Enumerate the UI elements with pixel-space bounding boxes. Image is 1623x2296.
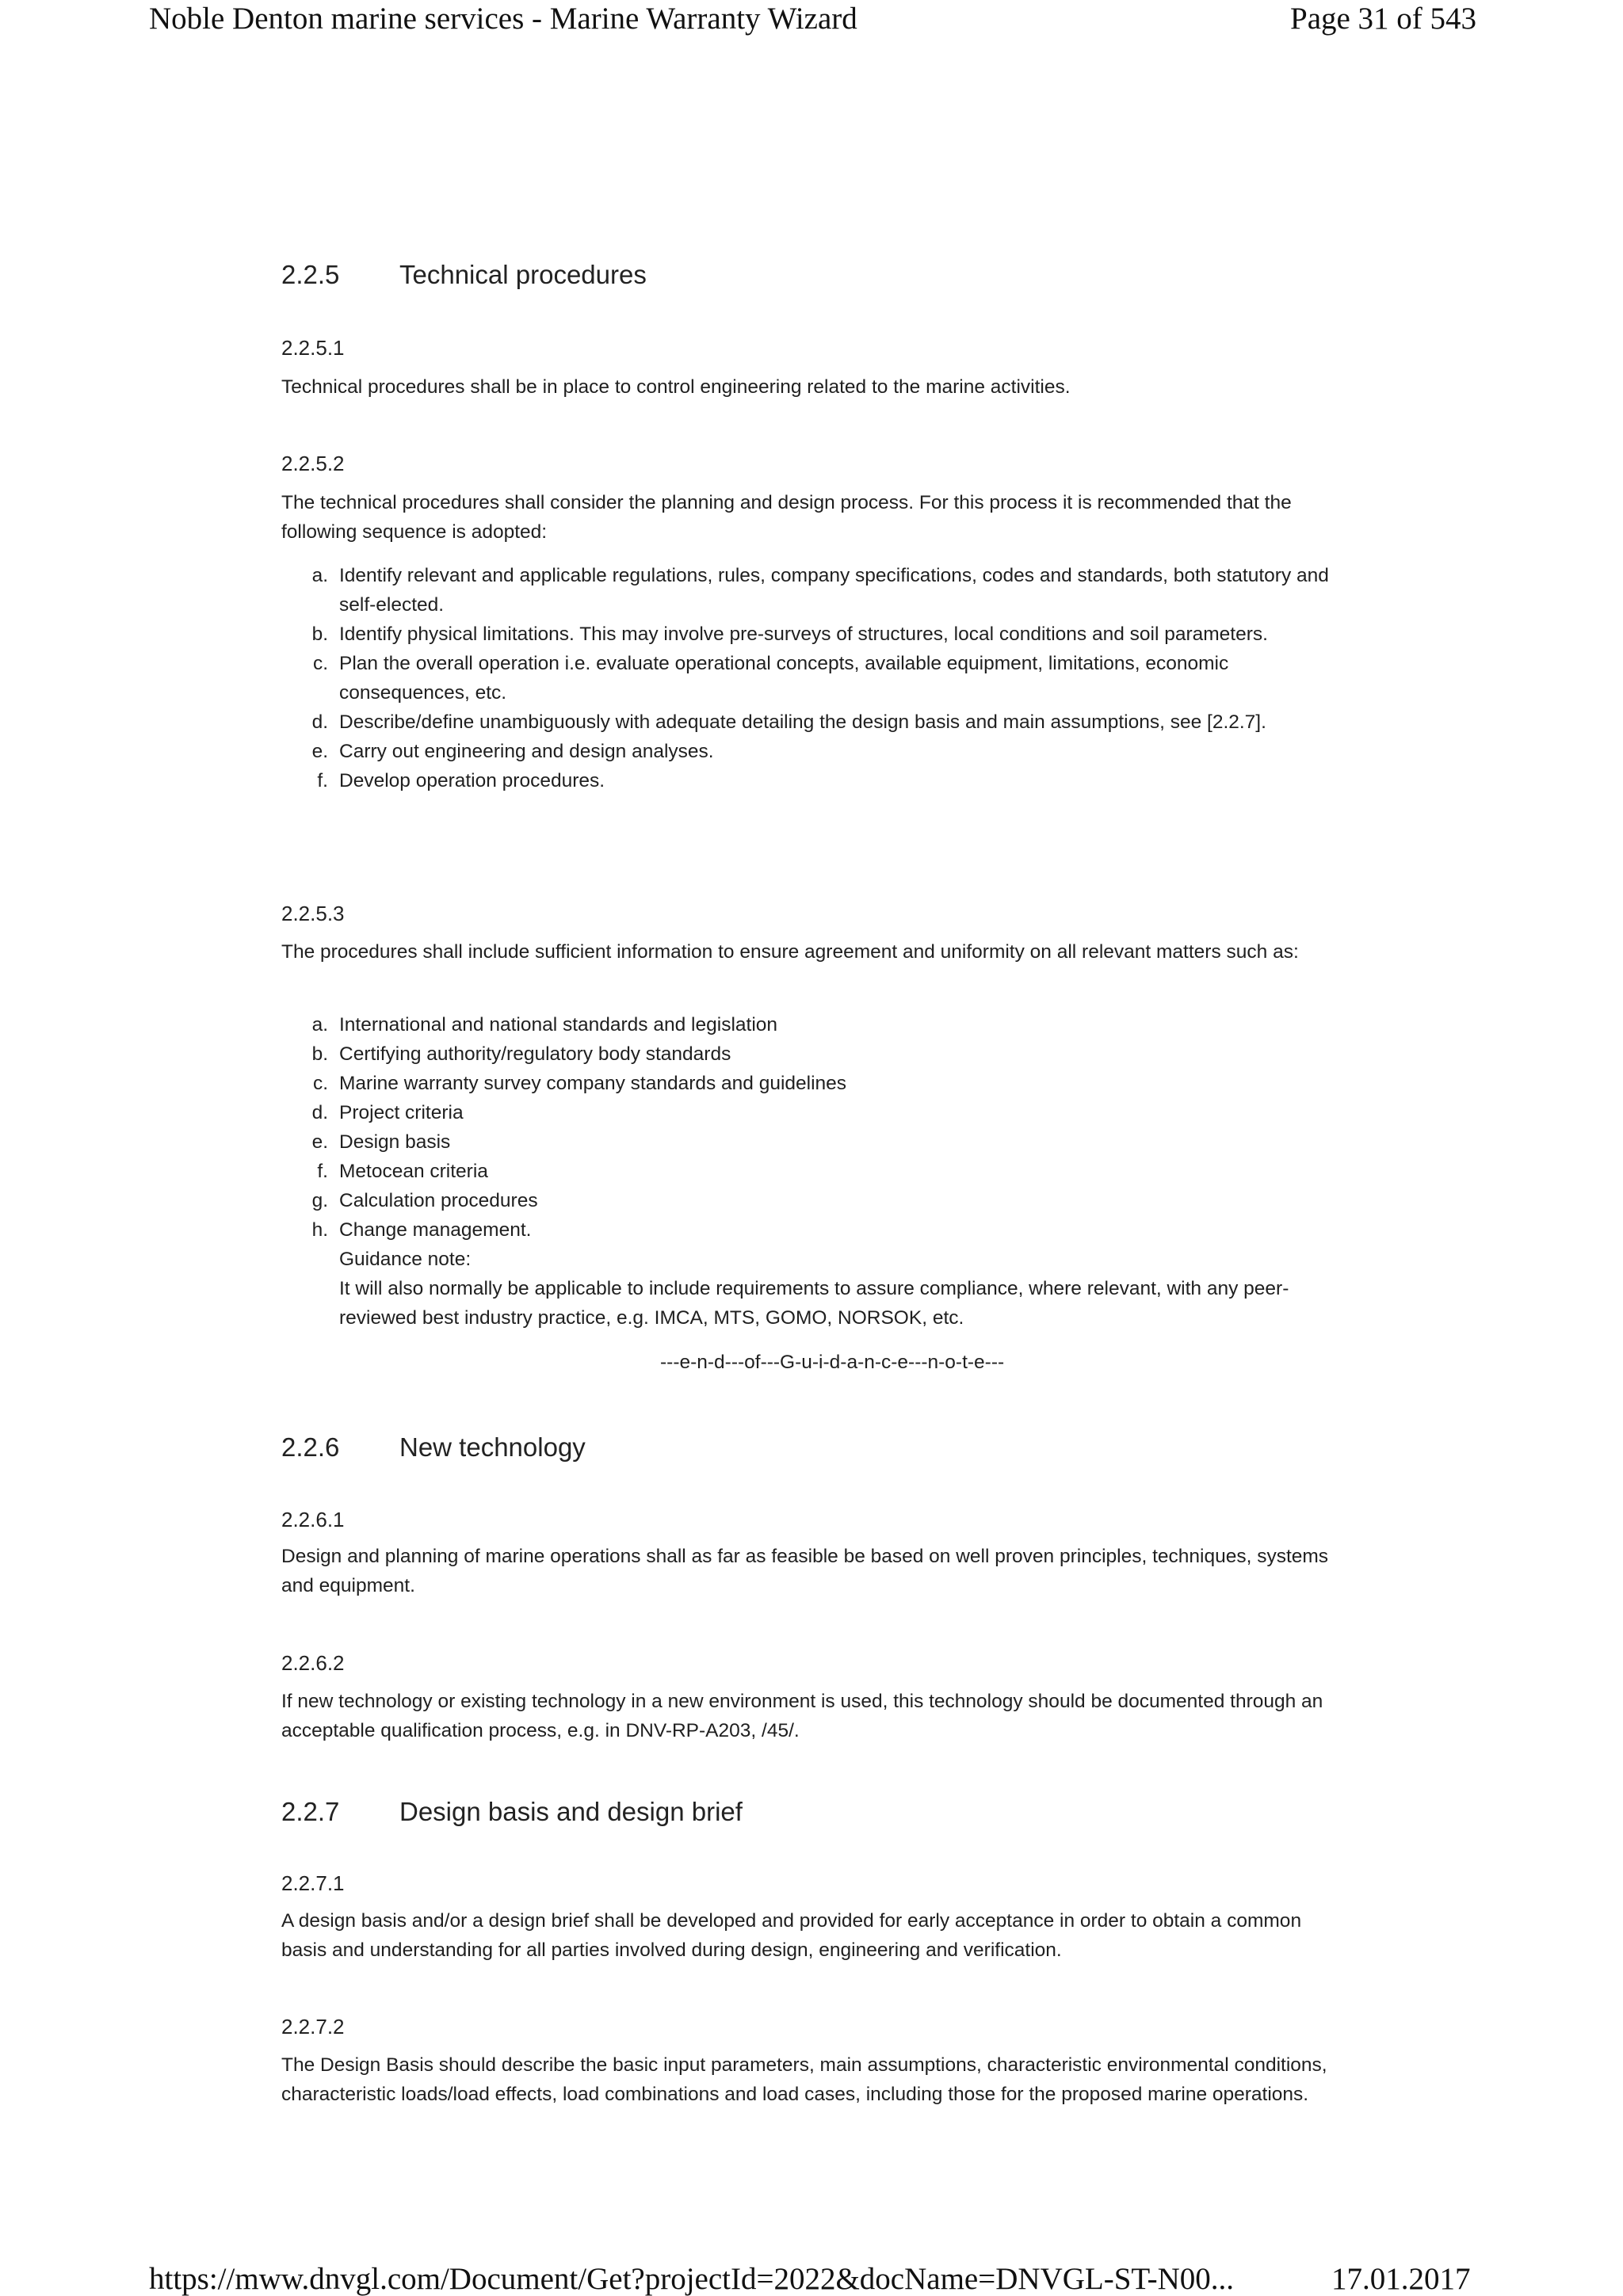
- list-marker: h.: [311, 1219, 328, 1241]
- list-item-text: Metocean criteria: [339, 1161, 488, 1182]
- section-title: Design basis and design brief: [399, 1797, 743, 1826]
- procedure-matters-list: [281, 1010, 1347, 1245]
- list-item-text: Plan the overall operation i.e. evaluate operational concepts, available equipment, limitations, economic consequences, etc.: [339, 653, 1229, 704]
- section-title: New technology: [399, 1432, 586, 1462]
- list-item: [281, 737, 1347, 766]
- list-marker: e.: [311, 741, 328, 762]
- list-item-text: Project criteria: [339, 1102, 464, 1123]
- list-item-text: Marine warranty survey company standards and guidelines: [339, 1073, 847, 1094]
- print-date: 17.01.2017: [1331, 2262, 1471, 2296]
- guidance-note-text: It will also normally be applicable to include requirements to assure compliance, where relevant, with any peer-reviewed best industry practice, e.g. IMCA, MTS, GOMO, NORSOK, etc.: [339, 1278, 1289, 1329]
- clause-number-2-2-5-1: 2.2.5.1: [281, 336, 345, 360]
- section-number: 2.2.5: [281, 260, 340, 289]
- page-header-title: Noble Denton marine services - Marine Warranty Wizard: [149, 2, 857, 36]
- list-item-text: Identify physical limitations. This may involve pre-surveys of structures, local conditions and soil parameters.: [339, 624, 1268, 645]
- section-number: 2.2.6: [281, 1432, 340, 1462]
- list-item-text: International and national standards and legislation: [339, 1014, 778, 1035]
- clause-number-2-2-6-1: 2.2.6.1: [281, 1508, 345, 1531]
- list-item-text: Develop operation procedures.: [339, 770, 605, 791]
- list-item: [281, 1069, 1347, 1098]
- clause-number-2-2-7-2: 2.2.7.2: [281, 2015, 345, 2039]
- list-item-text: Design basis: [339, 1131, 451, 1153]
- list-item-text: Change management.: [339, 1219, 532, 1241]
- list-item-text: Identify relevant and applicable regulations, rules, company specifications, codes and standards, both statutory and self-elected.: [339, 565, 1329, 616]
- section-title: Technical procedures: [399, 260, 647, 289]
- list-item: [281, 1039, 1347, 1069]
- guidance-note-label: Guidance note:: [339, 1249, 472, 1270]
- list-marker: f.: [317, 1161, 328, 1182]
- list-marker: a.: [311, 565, 328, 586]
- list-item: [281, 707, 1347, 737]
- clause-number-2-2-7-1: 2.2.7.1: [281, 1871, 345, 1895]
- list-item-text: Certifying authority/regulatory body standards: [339, 1043, 731, 1065]
- clause-text-2-2-5-1: Technical procedures shall be in place to control engineering related to the marine activities.: [281, 376, 1071, 398]
- clause-number-2-2-5-2: 2.2.5.2: [281, 452, 345, 475]
- list-marker: e.: [311, 1131, 328, 1153]
- list-item: [281, 620, 1347, 649]
- list-item: [281, 1157, 1347, 1186]
- list-item: [281, 1186, 1347, 1215]
- list-item: [281, 766, 1347, 795]
- list-marker: d.: [311, 1102, 328, 1123]
- clause-number-2-2-6-2: 2.2.6.2: [281, 1651, 345, 1675]
- list-marker: c.: [312, 1073, 328, 1094]
- clause-text-2-2-6-2: If new technology or existing technology in a new environment is used, this technology should be documented through an acceptable qualification process, e.g. in DNV-RP-A203, /45/.: [281, 1691, 1323, 1741]
- list-item-text: Calculation procedures: [339, 1190, 538, 1211]
- page-number: Page 31 of 543: [1290, 2, 1477, 36]
- list-marker: f.: [317, 770, 328, 791]
- section-number: 2.2.7: [281, 1797, 340, 1826]
- list-marker: g.: [311, 1190, 328, 1211]
- list-item: [281, 1215, 1347, 1245]
- clause-text-2-2-6-1: Design and planning of marine operations shall as far as feasible be based on well proven principles, techniques, systems and equipment.: [281, 1546, 1329, 1596]
- list-marker: b.: [311, 624, 328, 645]
- clause-text-2-2-5-2: The technical procedures shall consider the planning and design process. For this process it is recommended that the following sequence is adopted:: [281, 492, 1292, 543]
- list-marker: d.: [311, 711, 328, 733]
- clause-text-2-2-7-1: A design basis and/or a design brief shall be developed and provided for early acceptance in order to obtain a common basis and understanding for all parties involved during design, engineering and verification.: [281, 1910, 1302, 1961]
- list-item: [281, 649, 1347, 707]
- list-item: [281, 1098, 1347, 1127]
- document-url: https://mww.dnvgl.com/Document/Get?projectId=2022&docName=DNVGL-ST-N00...: [149, 2262, 1235, 2296]
- clause-text-2-2-7-2: The Design Basis should describe the basic input parameters, main assumptions, characteristic environmental conditions, characteristic loads/load effects, load combinations and load cases, including those for the proposed marine operations.: [281, 2054, 1327, 2105]
- list-item-text: Describe/define unambiguously with adequate detailing the design basis and main assumptions, see [2.2.7].: [339, 711, 1266, 733]
- list-item: [281, 1127, 1347, 1157]
- list-marker: a.: [311, 1014, 328, 1035]
- list-marker: b.: [311, 1043, 328, 1065]
- design-sequence-list: [281, 561, 1347, 795]
- clause-number-2-2-5-3: 2.2.5.3: [281, 902, 345, 925]
- guidance-note-end: ---e-n-d---of---G-u-i-d-a-n-c-e---n-o-t-e---: [660, 1352, 1005, 1373]
- list-item: [281, 1010, 1347, 1039]
- clause-text-2-2-5-3: The procedures shall include sufficient information to ensure agreement and uniformity on all relevant matters such as:: [281, 941, 1299, 963]
- list-marker: c.: [312, 653, 328, 674]
- list-item-text: Carry out engineering and design analyses.: [339, 741, 714, 762]
- list-item: [281, 561, 1347, 620]
